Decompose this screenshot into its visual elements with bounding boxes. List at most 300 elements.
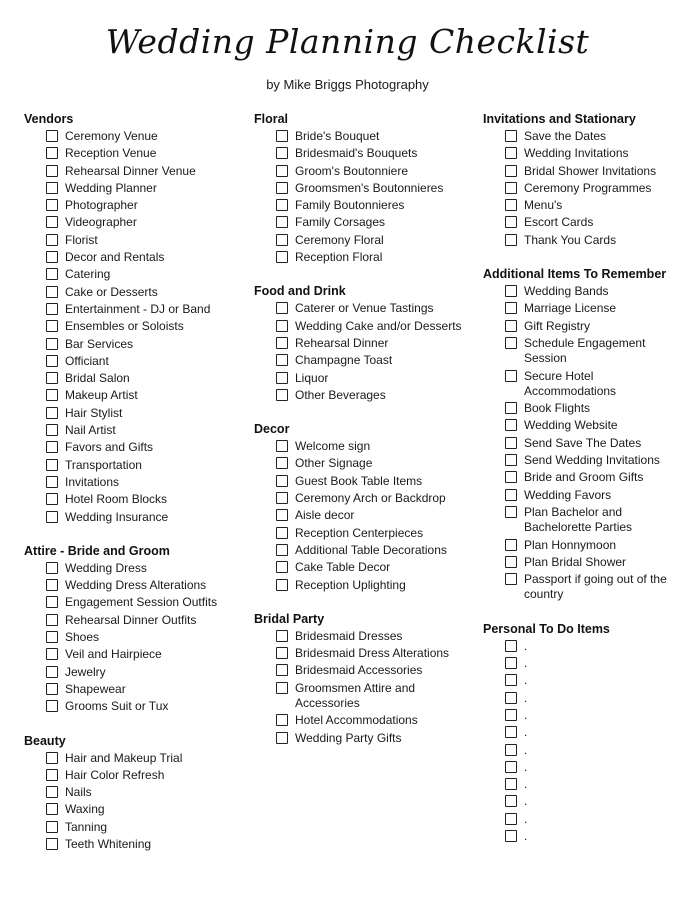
checkbox[interactable] [46,338,58,350]
checklist-item [483,777,683,792]
checkbox[interactable] [505,471,517,483]
checkbox[interactable] [505,709,517,721]
checkbox[interactable] [46,769,58,781]
checkbox[interactable] [276,372,288,384]
checklist-item [254,560,469,575]
checkbox[interactable] [505,216,517,228]
checklist-item-label: . [524,828,528,843]
checklist-item [483,794,683,809]
checklist-item [24,699,239,714]
section-personal-to-do-items [483,621,683,845]
checklist-item [24,302,239,317]
checkbox[interactable] [46,683,58,695]
checkbox[interactable] [276,647,288,659]
checkbox[interactable] [276,165,288,177]
checklist-item-label: Guest Book Table Items [295,473,423,488]
checklist-item [483,301,683,316]
checklist-item-label: Plan Bachelor and Bachelorette Parties [524,504,633,535]
checklist-item-label: . [524,656,528,671]
checkbox[interactable] [505,199,517,211]
checklist-item [254,129,469,144]
checklist-item [24,630,239,645]
checkbox[interactable] [505,320,517,332]
checkbox[interactable] [46,130,58,142]
checkbox[interactable] [505,657,517,669]
checklist [254,301,469,403]
checklist-item-label: . [524,794,528,809]
checklist-item [24,146,239,161]
checklist [483,639,683,845]
checklist-item [24,371,239,386]
checklist-item [483,829,683,844]
checklist-item [24,129,239,144]
checklist-item [483,369,683,400]
checklist-item-label: . [524,742,528,757]
checklist-item [483,673,683,688]
checklist-item [24,267,239,282]
checklist-item-label: Hair and Makeup Trial [65,750,183,765]
checklist-item-label: Rehearsal Dinner Outfits [65,612,197,627]
checklist-item [254,663,469,678]
checkbox[interactable] [276,440,288,452]
checkbox[interactable] [505,813,517,825]
checkbox[interactable] [505,370,517,382]
checklist-item [254,353,469,368]
checkbox[interactable] [46,251,58,263]
section-title: Additional Items To Remember [483,267,667,282]
checkbox[interactable] [505,539,517,551]
checkbox[interactable] [46,821,58,833]
checklist-item [483,470,683,485]
checklist-item [24,337,239,352]
checklist-item [483,401,683,416]
checklist-item-label: Menu's [524,198,563,213]
section-food-and-drink [254,283,469,403]
checklist-item-label: Reception Floral [295,250,383,265]
checklist-item-label: Nail Artist [65,423,116,438]
checklist-item [254,250,469,265]
checklist-item [254,508,469,523]
checklist-item-label: Book Flights [524,401,591,416]
checklist-item-label: Officiant [65,353,109,368]
checkbox[interactable] [46,752,58,764]
checklist-item-label: . [524,725,528,740]
checkbox[interactable] [276,630,288,642]
checkbox[interactable] [505,573,517,585]
checkbox[interactable] [276,664,288,676]
checklist-item [254,578,469,593]
section-title: Decor [254,422,290,437]
checklist-item-label: Catering [65,267,111,282]
checklist-item [254,371,469,386]
checklist-item [254,474,469,489]
section-title: Floral [254,112,289,126]
checkbox[interactable] [46,234,58,246]
checkbox[interactable] [505,337,517,349]
checklist-item-label: Wedding Party Gifts [295,730,402,745]
checklist-item [24,578,239,593]
checklist-item [24,233,239,248]
checklist-item [24,198,239,213]
checkbox[interactable] [505,302,517,314]
checkbox[interactable] [505,234,517,246]
checklist-item-label: Bride's Bouquet [295,129,380,143]
checkbox[interactable] [505,778,517,790]
checkbox[interactable] [276,492,288,504]
checkbox[interactable] [46,493,58,505]
checklist-item-label: Hotel Room Blocks [65,492,168,507]
checklist-item [24,837,239,852]
checklist-item-label: Bride and Groom Gifts [524,470,644,485]
checkbox[interactable] [276,354,288,366]
checklist-item-label: Wedding Website [524,418,618,433]
checkbox[interactable] [505,761,517,773]
checkbox[interactable] [276,579,288,591]
checklist-item-label: Makeup Artist [65,388,138,403]
checklist-item-label: Cake Table Decor [295,560,391,575]
checkbox[interactable] [505,674,517,686]
checklist-item-label: Welcome sign [295,439,371,454]
checkbox[interactable] [46,320,58,332]
checklist-item [483,555,683,570]
checklist-item-label: Shapewear [65,681,126,696]
checkbox[interactable] [46,199,58,211]
checklist-item [24,768,239,783]
checklist-item-label: Nails [65,785,92,800]
checklist-item-label: Reception Venue [65,146,157,161]
checklist-item [24,475,239,490]
section-title: Attire - Bride and Groom [24,543,170,558]
checkbox[interactable] [46,579,58,591]
checkbox[interactable] [505,285,517,297]
checklist-item [254,181,469,196]
checklist-item-label: Secure Hotel Accommodations [524,368,617,398]
checklist-item [254,233,469,248]
checkbox[interactable] [46,372,58,384]
checklist-item-label: Hair Color Refresh [65,767,165,782]
checklist [254,439,469,593]
checkbox[interactable] [46,182,58,194]
checkbox[interactable] [46,562,58,574]
checklist-item [254,301,469,316]
checklist-item [254,439,469,454]
checkbox[interactable] [505,182,517,194]
section-title: Vendors [24,112,74,126]
section-beauty [24,733,239,853]
checkbox[interactable] [276,457,288,469]
checkbox[interactable] [505,437,517,449]
checklist-item-label: Hotel Accommodations [295,713,418,728]
checklist-item-label: Teeth Whitening [65,836,152,851]
checkbox[interactable] [46,424,58,436]
checkbox[interactable] [46,389,58,401]
checklist-item-label: Marriage License [524,301,617,316]
checklist [483,284,683,603]
checkbox[interactable] [46,303,58,315]
checklist-item-label: Wedding Bands [524,284,609,299]
checklist [24,129,239,525]
checklist-item [483,233,683,248]
checkbox[interactable] [276,714,288,726]
checkbox[interactable] [46,165,58,177]
checklist-item [254,646,469,661]
checklist-item-label: Shoes [65,630,100,645]
checkbox[interactable] [505,147,517,159]
checkbox[interactable] [505,419,517,431]
checkbox[interactable] [505,489,517,501]
checklist-item [483,181,683,196]
checklist-item-label: Bridal Salon [65,371,130,386]
checklist-item [24,440,239,455]
checkbox[interactable] [276,182,288,194]
section-decor [254,421,469,593]
checklist-item [483,488,683,503]
checkbox[interactable] [276,732,288,744]
checklist-item-label: Rehearsal Dinner [295,335,389,350]
checklist-item-label: Other Beverages [295,387,386,402]
checklist-item [483,418,683,433]
checkbox[interactable] [276,682,288,694]
checkbox[interactable] [276,389,288,401]
checklist-item [24,785,239,800]
checklist-item-label: Send Save The Dates [524,435,642,450]
checkbox[interactable] [46,355,58,367]
checklist-item [24,665,239,680]
checklist-item-label: . [524,690,528,705]
checkbox[interactable] [46,838,58,850]
checkbox[interactable] [276,302,288,314]
checkbox[interactable] [46,286,58,298]
checklist-item [483,572,683,603]
section-title: Personal To Do Items [483,621,610,636]
checklist-item-label: Favors and Gifts [65,440,154,455]
checklist-item-label: Bar Services [65,336,134,351]
checkbox[interactable] [276,527,288,539]
checkbox[interactable] [46,614,58,626]
checklist [483,129,683,248]
checklist-item [483,691,683,706]
checklist-item-label: . [524,707,528,722]
checkbox[interactable] [46,459,58,471]
checklist [24,561,239,715]
checklist-item [483,743,683,758]
section-invitations-and-stationary [483,111,683,248]
checkbox[interactable] [46,803,58,815]
section-title: Invitations and Stationary [483,112,636,126]
checklist-item [254,215,469,230]
checkbox[interactable] [46,407,58,419]
checkbox[interactable] [46,268,58,280]
checkbox[interactable] [276,234,288,246]
column-2 [254,111,469,764]
checkbox[interactable] [46,596,58,608]
checklist-item [254,491,469,506]
checklist-item [24,354,239,369]
checkbox[interactable] [46,786,58,798]
checklist-item [483,164,683,179]
checkbox[interactable] [276,251,288,263]
checklist-item-label: Groomsmen's Boutonnieres [295,180,444,195]
checkbox[interactable] [276,509,288,521]
checklist-item-label: Reception Centerpieces [295,525,424,540]
checklist-item [483,436,683,451]
checklist-item-label: Bridesmaid Dress Alterations [295,646,450,661]
checkbox[interactable] [276,130,288,142]
checkbox[interactable] [46,441,58,453]
checklist-item-label: Wedding Favors [524,487,612,502]
checklist-item [254,713,469,728]
checklist-item-label: Reception Uplighting [295,577,406,592]
checklist-item [24,647,239,662]
checkbox[interactable] [505,692,517,704]
checkbox[interactable] [276,147,288,159]
checklist-item [483,284,683,299]
checklist-item [24,561,239,576]
checklist-item-label: Photographer [65,198,138,213]
checklist-item [254,388,469,403]
checklist-item-label: Thank You Cards [524,232,617,247]
checkbox[interactable] [46,700,58,712]
checklist-item-label: Hair Stylist [65,405,123,420]
checkbox[interactable] [46,648,58,660]
section-title: Beauty [24,733,66,748]
checkbox[interactable] [276,337,288,349]
checklist [254,629,469,746]
page-title: Wedding Planning Checklist [105,22,590,61]
checklist-item-label: Plan Bridal Shower [524,554,627,569]
checklist-item [483,760,683,775]
checklist-item-label: Veil and Hairpiece [65,647,162,662]
checklist-item-label: Family Corsages [295,215,386,230]
checklist-item [24,458,239,473]
checklist-item-label: Invitations [65,474,120,489]
checkbox[interactable] [46,216,58,228]
checklist-item [24,406,239,421]
checklist-item [483,146,683,161]
checklist-item [254,629,469,644]
checklist-item-label: Family Boutonnieres [295,198,405,213]
checklist-item [483,505,683,536]
checklist-item-label: Bridesmaid Accessories [295,663,423,678]
checkbox[interactable] [505,795,517,807]
checklist-item [24,613,239,628]
checklist [24,751,239,853]
checkbox[interactable] [46,666,58,678]
checklist-item-label: Wedding Insurance [65,509,169,524]
checkbox[interactable] [505,744,517,756]
checkbox[interactable] [46,147,58,159]
checklist-item-label: Engagement Session Outfits [65,595,218,610]
checkbox[interactable] [276,561,288,573]
checkbox[interactable] [505,402,517,414]
checklist-item [24,492,239,507]
checklist-item-label: Grooms Suit or Tux [65,699,169,714]
section-title: Bridal Party [254,611,325,626]
checklist-item [483,129,683,144]
checklist-item [254,543,469,558]
checklist-item-label: Bridesmaid's Bouquets [295,146,418,161]
page-subtitle: by Mike Briggs Photography [266,77,429,92]
checkbox[interactable] [505,640,517,652]
checklist-item-label: . [524,811,528,826]
checklist-item [254,164,469,179]
checklist-item-label: Aisle decor [295,508,355,523]
checklist-item-label: Champagne Toast [295,353,393,368]
checklist-item-label: Gift Registry [524,318,591,333]
checkbox[interactable] [505,726,517,738]
checklist-item [24,682,239,697]
checklist-item [483,639,683,654]
checklist-item-label: Jewelry [65,664,106,679]
checklist [254,129,469,265]
checklist-item-label: Wedding Invitations [524,146,629,161]
checklist-item-label: Videographer [65,215,137,230]
checkbox[interactable] [276,216,288,228]
checklist-item-label: Wedding Dress [65,560,147,575]
checklist-item [483,812,683,827]
checkbox[interactable] [46,476,58,488]
checklist-item-label: Groom's Boutonniere [295,163,409,178]
checklist-item [24,751,239,766]
checklist-item-label: Additional Table Decorations [295,542,447,557]
checklist-item [483,336,683,367]
checkbox[interactable] [505,506,517,518]
checklist-item [483,215,683,230]
checklist-item-label: Wedding Cake and/or Desserts [295,318,462,333]
checklist-item-label: Passport if going out of the country [524,572,667,602]
checklist-item [254,319,469,334]
section-additional-items-to-remember [483,266,683,603]
checklist-item-label: Bridal Shower Invitations [524,163,657,178]
checklist-item-label: Plan Honnymoon [524,537,617,552]
checklist-item [24,802,239,817]
checkbox[interactable] [505,830,517,842]
checklist-item-label: Liquor [295,370,329,385]
checklist-item [24,215,239,230]
checklist-item [254,526,469,541]
checklist-item-label: Other Signage [295,456,373,471]
checklist-item-label: Decor and Rentals [65,250,165,265]
checklist-item [483,725,683,740]
checkbox[interactable] [276,320,288,332]
section-floral [254,111,469,265]
checklist-item [483,198,683,213]
checkbox[interactable] [505,165,517,177]
checklist-item-label: Rehearsal Dinner Venue [65,163,196,178]
checkbox[interactable] [505,130,517,142]
checklist-item-label: . [524,759,528,774]
checklist-item [254,681,469,712]
checkbox[interactable] [46,511,58,523]
checkbox[interactable] [276,475,288,487]
checklist-item [254,456,469,471]
checklist-item-label: Schedule Engagement Session [524,335,646,366]
checklist-item-label: Escort Cards [524,215,594,230]
checkbox[interactable] [276,199,288,211]
checklist-item [483,656,683,671]
checklist-item [24,820,239,835]
checklist-item [254,198,469,213]
checklist-item-label: Send Wedding Invitations [524,453,660,468]
section-attire-bride-and-groom [24,543,239,715]
checkbox[interactable] [505,454,517,466]
checkbox[interactable] [505,556,517,568]
checklist-item-label: Ceremony Floral [295,232,384,247]
checkbox[interactable] [46,631,58,643]
checklist-item-label: . [524,638,528,653]
checklist-item-label: Ceremony Arch or Backdrop [295,491,446,506]
checkbox[interactable] [276,544,288,556]
